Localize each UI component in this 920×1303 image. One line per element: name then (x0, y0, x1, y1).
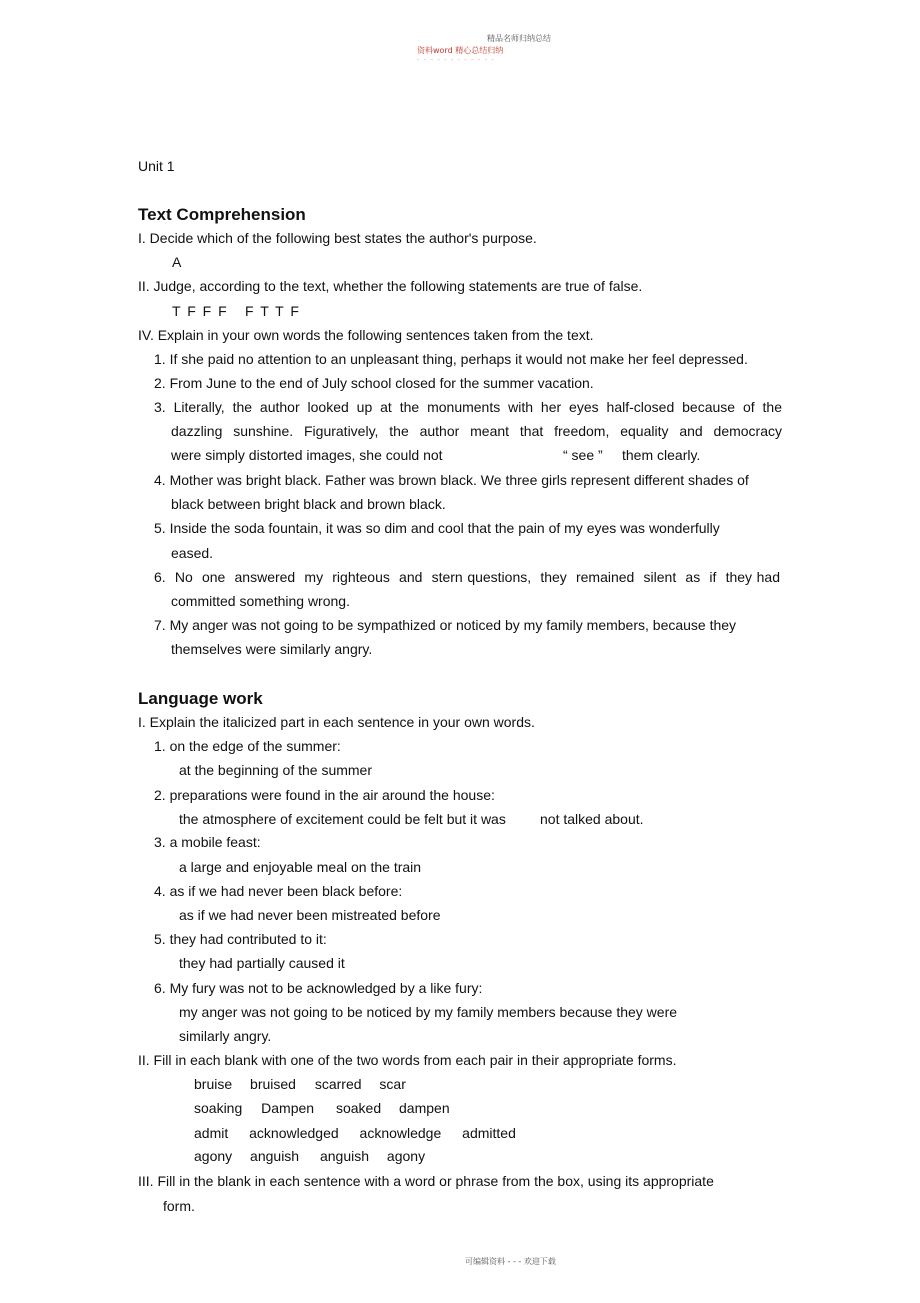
lw-question-1: I. Explain the italicized part in each sentence in your own words. (138, 714, 535, 730)
tc-item-1: 1. If she paid no attention to an unpleasant thing, perhaps it would not make her feel depressed. (154, 351, 748, 367)
lw-item-1-question: 1. on the edge of the summer: (154, 738, 341, 754)
tc-item-3-line1: 3. Literally, the author looked up at the monuments with her eyes half-closed because of the (154, 399, 782, 415)
lw-item-4-question: 4. as if we had never been black before: (154, 883, 403, 899)
word-cell: anguish (319, 1148, 370, 1164)
word-pair-row-4 (194, 1148, 425, 1164)
lw-item-2-question: 2. preparations were found in the air around the house: (154, 787, 495, 803)
word-cell: scarred (314, 1076, 362, 1092)
tc-item-2: 2. From June to the end of July school closed for the summer vacation. (154, 375, 594, 391)
tc-answer-2b: F T T F (245, 303, 299, 319)
word-cell: agony (386, 1148, 426, 1164)
language-work-heading: Language work (138, 689, 263, 708)
lw-item-1-answer: at the beginning of the summer (179, 762, 373, 778)
word-pair-row-1 (194, 1076, 406, 1092)
lw-item-2-answer-b: not talked about. (540, 811, 644, 827)
word-cell: agony (194, 1148, 233, 1164)
word-cell: dampen (399, 1100, 450, 1116)
tc-item-6-line2: committed something wrong. (171, 593, 350, 609)
tc-answer-1: A (172, 254, 182, 270)
tc-item-5-line2: eased. (171, 545, 214, 561)
page-footer: 可编辑资料 - - - 欢迎下载 (465, 1257, 556, 1266)
text-comprehension-heading: Text Comprehension (138, 205, 306, 224)
word-cell: acknowledged (249, 1125, 339, 1141)
lw-item-5-answer: they had partially caused it (179, 955, 345, 971)
tc-item-5-line1: 5. Inside the soda fountain, it was so dim and cool that the pain of my eyes was wonderfully (154, 520, 720, 536)
unit-title: Unit 1 (138, 158, 175, 174)
tc-question-4: IV. Explain in your own words the following sentences taken from the text. (138, 327, 594, 343)
tc-question-2: II. Judge, according to the text, whether the following statements are true of false. (138, 278, 643, 294)
tc-answer-2a: T F F F (172, 303, 227, 319)
word-cell: acknowledge (359, 1125, 442, 1141)
tc-item-7-line1: 7. My anger was not going to be sympathized or noticed by my family members, because they (154, 617, 737, 633)
lw-item-5-question: 5. they had contributed to it: (154, 931, 327, 947)
tc-question-1: I. Decide which of the following best states the author's purpose. (138, 230, 537, 246)
word-pair-row-3 (194, 1125, 516, 1141)
lw-item-6-answer-line2: similarly angry. (179, 1028, 272, 1044)
tc-item-3-line3c: them clearly. (622, 447, 701, 463)
word-cell: anguish (250, 1148, 300, 1164)
word-cell: scar (379, 1076, 406, 1092)
word-cell: soaked (335, 1100, 382, 1116)
lw-item-6-answer-line1: my anger was not going to be noticed by my family members because they were (179, 1004, 678, 1020)
lw-item-4-answer: as if we had never been mistreated before (179, 907, 441, 923)
word-pair-row-2 (194, 1100, 450, 1116)
tc-item-4-line2: black between bright black and brown black. (171, 496, 446, 512)
tc-item-3-line3a: were simply distorted images, she could not (171, 447, 443, 463)
word-cell: admit (194, 1125, 229, 1141)
word-cell: bruise (194, 1076, 233, 1092)
lw-item-3-question: 3. a mobile feast: (154, 834, 261, 850)
lw-question-3-line1: III. Fill in the blank in each sentence with a word or phrase from the box, using its appropriate (138, 1173, 714, 1189)
tc-item-3-line2: dazzling sunshine. Figuratively, the author meant that freedom, equality and democracy (171, 423, 782, 439)
tc-item-4-line1: 4. Mother was bright black. Father was brown black. We three girls represent different shades of (154, 472, 749, 488)
word-cell: soaking (194, 1100, 243, 1116)
lw-question-2: II. Fill in each blank with one of the two words from each pair in their appropriate forms. (138, 1052, 677, 1068)
word-cell: Dampen (261, 1100, 315, 1116)
lw-question-3-line2: form. (163, 1198, 195, 1214)
tc-item-6-line1: 6. No one answered my righteous and stern questions, they remained silent as if they had (154, 569, 780, 585)
header-red-text: 资料word 精心总结归纳 (417, 46, 504, 55)
word-cell: admitted (462, 1125, 516, 1141)
word-cell: bruised (250, 1076, 296, 1092)
tc-item-3-line3b: “ see ” (563, 447, 603, 463)
header-top-text: 精品名师归纳总结 (487, 34, 551, 43)
lw-item-6-question: 6. My fury was not to be acknowledged by a like fury: (154, 980, 483, 996)
header-dots: - - - - - - - - - - - - (417, 56, 495, 64)
tc-item-7-line2: themselves were similarly angry. (171, 641, 373, 657)
lw-item-3-answer: a large and enjoyable meal on the train (179, 859, 422, 875)
lw-item-2-answer-a: the atmosphere of excitement could be felt but it was (179, 811, 506, 827)
